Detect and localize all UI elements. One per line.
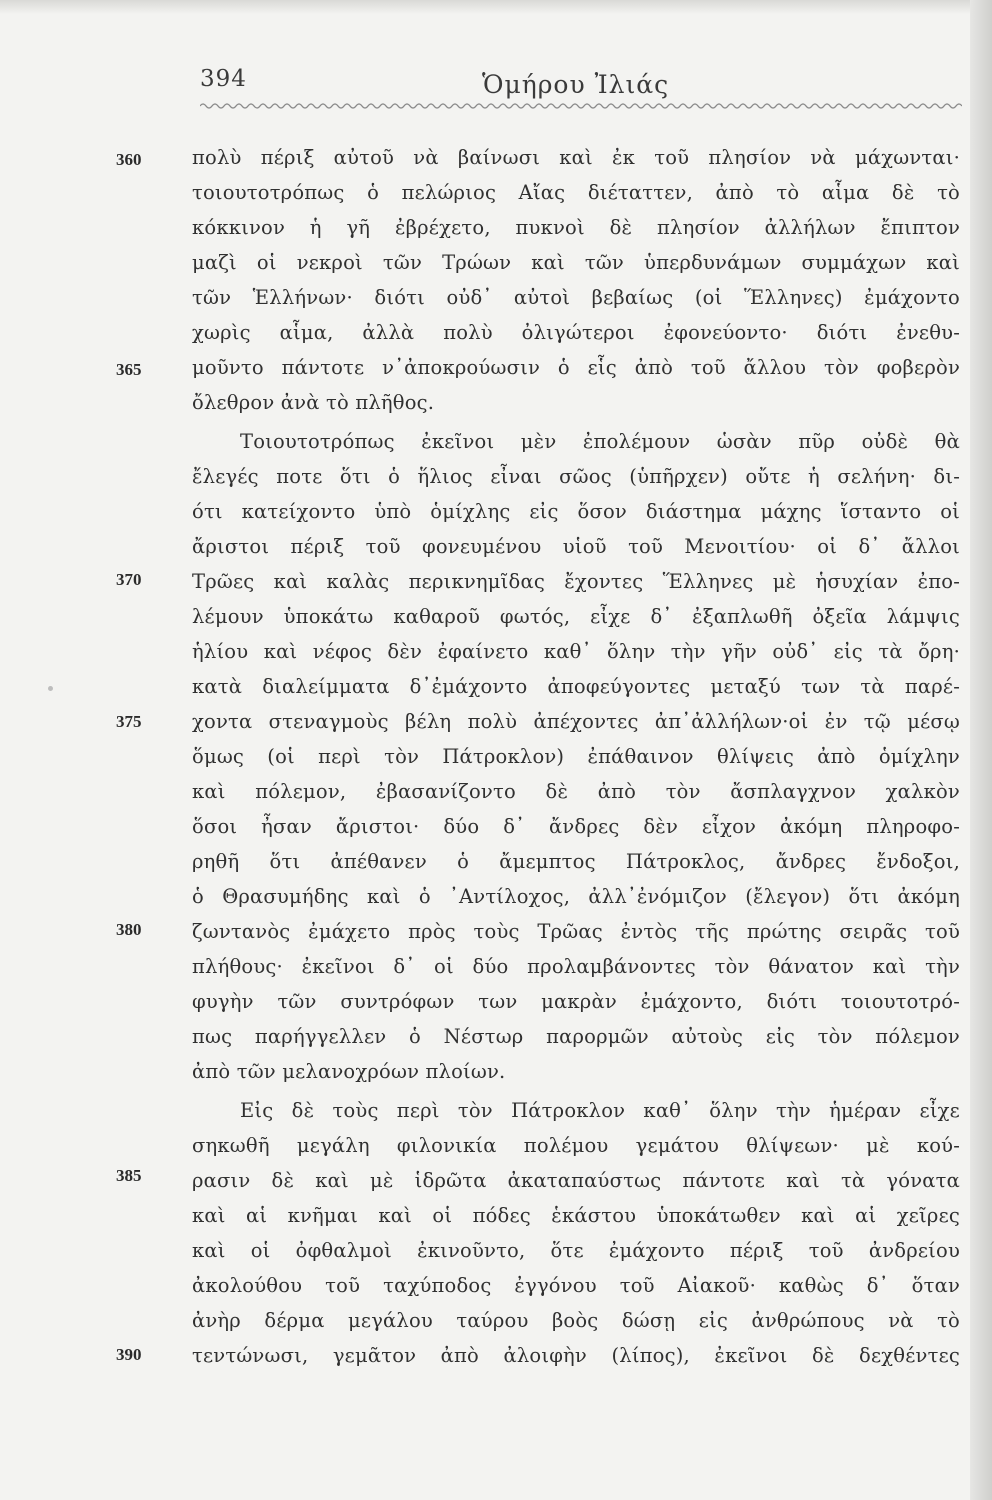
text-line: μαζὶ οἱ νεκροὶ τῶν Τρώων καὶ τῶν ὑπερδυνάμων συμμάχων καὶ xyxy=(192,251,960,274)
text-line: ὅμως (οἱ περὶ τὸν Πάτροκλον) ἐπάθαινον θλίψεις ἀπὸ ὁμίχλην xyxy=(192,745,960,768)
line-number: 390 xyxy=(116,1345,142,1364)
text-line: κόκκινον ἡ γῆ ἐβρέχετο, πυκνοὶ δὲ πλησίον ἀλλήλων ἔπιπτον xyxy=(192,216,960,239)
text-line: ἀνὴρ δέρμα μεγάλου ταύρου βοὸς δώσῃ εἰς ἀνθρώπους νὰ τὸ xyxy=(192,1309,960,1332)
text-line: κατὰ διαλείμματα δ᾽ἐμάχοντο ἀποφεύγοντες μεταξύ των τὰ παρέ- xyxy=(192,675,960,698)
text-line: πως παρήγγελλεν ὁ Νέστωρ παρορμῶν αὐτοὺς εἰς τὸν πόλεμον xyxy=(192,1025,960,1048)
text-line: ὁ Θρασυμήδης καὶ ὁ ᾽Αντίλοχος, ἀλλ᾽ἐνόμιζον (ἔλεγον) ὅτι ἀκόμη xyxy=(192,885,960,908)
text-line: καὶ οἱ ὀφθαλμοὶ ἐκινοῦντο, ὅτε ἐμάχοντο πέριξ τοῦ ἀνδρείου xyxy=(192,1239,960,1262)
text-line: τῶν Ἑλλήνων· διότι οὐδ᾽ αὐτοὶ βεβαίως (οἱ Ἕλληνες) ἐμάχοντο xyxy=(192,286,960,309)
margin-speck xyxy=(48,686,53,691)
text-line: Τρῶες καὶ καλὰς περικνημῖδας ἔχοντες Ἕλληνες μὲ ἡσυχίαν ἐπο- xyxy=(192,570,960,593)
page-header xyxy=(200,62,960,102)
text-line: ἀπὸ τῶν μελανοχρόων πλοίων. xyxy=(192,1060,506,1083)
text-line: πλήθους· ἐκεῖνοι δ᾽ οἱ δύο προλαμβάνοντες τὸν θάνατον καὶ τὴν xyxy=(192,955,960,978)
line-number: 375 xyxy=(116,712,142,731)
text-line: τοιουτοτρόπως ὁ πελώριος Αἴας διέταττεν, ἀπὸ τὸ αἷμα δὲ τὸ xyxy=(192,181,960,204)
text-line: ἄριστοι πέριξ τοῦ φονευμένου υἱοῦ τοῦ Μενοιτίου· οἱ δ᾽ ἄλλοι xyxy=(192,535,960,558)
page-edge xyxy=(970,0,992,1500)
text-line: ρασιν δὲ καὶ μὲ ἱδρῶτα ἀκαταπαύστως πάντοτε καὶ τὰ γόνατα xyxy=(192,1169,960,1192)
text-line: τεντώνωσι, γεμᾶτον ἀπὸ ἀλοιφὴν (λίπος), ἐκεῖνοι δὲ δεχθέντες xyxy=(192,1344,960,1367)
text-line: ρηθῆ ὅτι ἀπέθανεν ὁ ἄμεμπτος Πάτροκλος, ἄνδρες ἔνδοξοι, xyxy=(192,850,960,873)
text-line: χοντα στεναγμοὺς βέλη πολὺ ἀπέχοντες ἀπ᾽ἀλλήλων·οἱ ἐν τῷ μέσῳ xyxy=(192,710,960,733)
text-line: φυγὴν τῶν συντρόφων των μακρὰν ἐμάχοντο, διότι τοιουτοτρό- xyxy=(192,990,960,1013)
line-number: 385 xyxy=(116,1166,142,1185)
top-scan-shadow xyxy=(0,0,992,14)
line-number: 370 xyxy=(116,570,142,589)
text-line: λέμουν ὑποκάτω καθαροῦ φωτός, εἶχε δ᾽ ἐξαπλωθῆ ὀξεῖα λάμψις xyxy=(192,605,960,628)
text-line: χωρὶς αἷμα, ἀλλὰ πολὺ ὀλιγώτεροι ἐφονεύοντο· διότι ἐνεθυ- xyxy=(192,321,960,344)
wavy-header-rule xyxy=(200,100,962,112)
line-number: 365 xyxy=(116,360,142,379)
text-line: μοῦντο πάντοτε ν᾽ἀποκρούωσιν ὁ εἷς ἀπὸ τοῦ ἄλλου τὸν φοβερὸν xyxy=(192,356,960,379)
line-number: 380 xyxy=(116,920,142,939)
text-line: ότι κατείχοντο ὑπὸ ὁμίχλης εἰς ὅσον διάστημα μάχης ἵσταντο οἱ xyxy=(192,500,960,523)
text-line: ὄλεθρον ἀνὰ τὸ πλῆθος. xyxy=(192,391,435,414)
running-title: Ὁμήρου Ἰλιάς xyxy=(482,70,670,99)
text-line: ὅσοι ἦσαν ἄριστοι· δύο δ᾽ ἄνδρες δὲν εἶχον ἀκόμη πληροφο- xyxy=(192,815,960,838)
page-number: 394 xyxy=(200,66,247,92)
line-number: 360 xyxy=(116,150,142,169)
paragraph-first-line: Εἰς δὲ τοὺς περὶ τὸν Πάτροκλον καθ᾽ ὅλην τὴν ἡμέραν εἶχε xyxy=(240,1099,960,1122)
text-line: ζωντανὸς ἐμάχετο πρὸς τοὺς Τρῶας ἐντὸς τῆς πρώτης σειρᾶς τοῦ xyxy=(192,920,960,943)
text-line: ἔλεγές ποτε ὅτι ὁ ἥλιος εἶναι σῶος (ὑπῆρχεν) οὔτε ἡ σελήνη· δι- xyxy=(192,465,960,488)
text-line: ἀκολούθου τοῦ ταχύποδος ἐγγόνου τοῦ Αἰακοῦ· καθὼς δ᾽ ὅταν xyxy=(192,1274,960,1297)
text-line: ἡλίου καὶ νέφος δὲν ἐφαίνετο καθ᾽ ὅλην τὴν γῆν οὐδ᾽ εἰς τὰ ὄρη· xyxy=(192,640,960,663)
text-line: πολὺ πέριξ αὐτοῦ νὰ βαίνωσι καὶ ἐκ τοῦ πλησίον νὰ μάχωνται· xyxy=(192,146,960,169)
text-line: καὶ αἱ κνῆμαι καὶ οἱ πόδες ἑκάστου ὑποκάτωθεν καὶ αἱ χεῖρες xyxy=(192,1204,960,1227)
text-line: σηκωθῆ μεγάλη φιλονικία πολέμου γεμάτου θλίψεων· μὲ κού- xyxy=(192,1134,960,1157)
text-line: καὶ πόλεμον, ἐβασανίζοντο δὲ ἀπὸ τὸν ἄσπλαγχνον χαλκὸν xyxy=(192,780,960,803)
paragraph-first-line: Τοιουτοτρόπως ἐκεῖνοι μὲν ἐπολέμουν ὡσὰν πῦρ οὐδὲ θὰ xyxy=(240,430,960,453)
